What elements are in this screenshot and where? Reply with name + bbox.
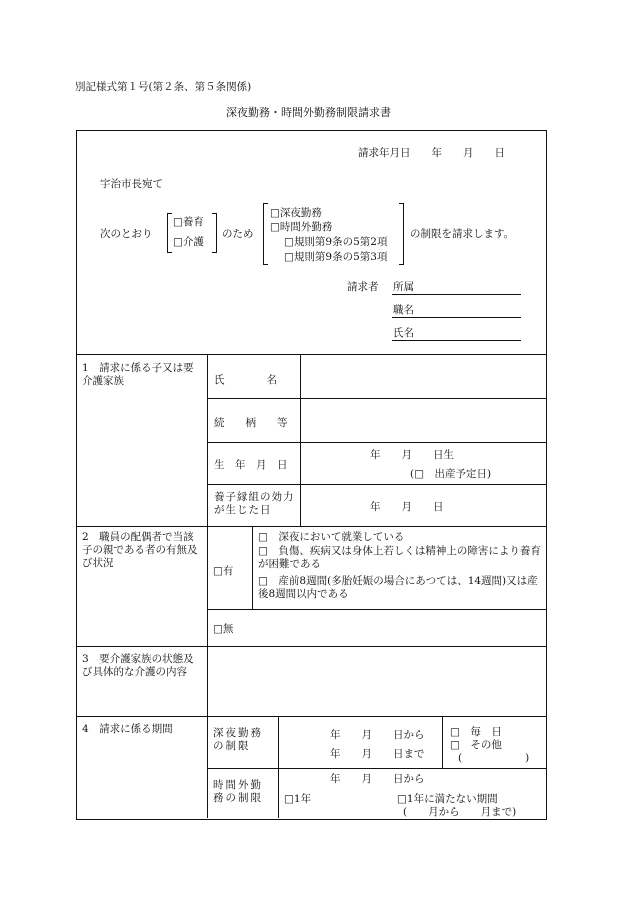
section1-row-line bbox=[207, 484, 546, 485]
intro-text: 次のとおり bbox=[100, 228, 153, 240]
limit-option-night[interactable]: □深夜勤務 bbox=[270, 207, 322, 219]
night-limit-label: 深夜勤務の制限 bbox=[213, 727, 263, 752]
birth-note[interactable]: (□ 出産予定日) bbox=[410, 468, 492, 480]
limit-bracket-right bbox=[399, 203, 404, 265]
spouse-condition-night[interactable]: □ 深夜において就業している bbox=[258, 531, 405, 543]
night-other-detail: ( ) bbox=[458, 752, 530, 764]
section1-row-line bbox=[207, 442, 546, 443]
row-birth-label: 生 年 月 日 bbox=[214, 459, 288, 471]
divider-section4 bbox=[77, 716, 546, 717]
divider-header bbox=[77, 354, 546, 355]
birth-value: 年 月 日生 bbox=[370, 449, 454, 461]
section3-label: 3 要介護家族の状態及び具体的な介護の内容 bbox=[82, 653, 194, 678]
for-text: のため bbox=[222, 228, 254, 240]
overtime-one-year[interactable]: □1年 bbox=[284, 793, 312, 805]
limit-option-rule-3[interactable]: □規則第9条の5第3項 bbox=[284, 251, 388, 263]
divider-section3 bbox=[77, 646, 546, 647]
spouse-condition-maternity[interactable]: □ 産前8週間(多胎妊娠の場合にあつては、14週間)又は産後8週間以内である bbox=[258, 575, 538, 600]
affiliation-label: 所属 bbox=[393, 281, 414, 293]
affiliation-line bbox=[392, 294, 521, 295]
section1-row-line bbox=[207, 398, 546, 399]
form-title: 深夜勤務・時間外勤務制限請求書 bbox=[226, 106, 391, 119]
section4-label-divider bbox=[278, 716, 279, 818]
night-from-date: 年 月 日から bbox=[330, 729, 425, 741]
limit-option-overtime[interactable]: □時間外勤務 bbox=[270, 221, 333, 233]
section2-row-line bbox=[207, 609, 546, 610]
limit-option-rule-2[interactable]: □規則第9条の5第2項 bbox=[284, 236, 388, 248]
addressee: 宇治市長宛て bbox=[100, 178, 163, 190]
overtime-less-than-year[interactable]: □1年に満たない期間 bbox=[397, 793, 498, 805]
form-label: 別記様式第１号(第２条、第５条関係) bbox=[75, 81, 252, 93]
row-relation-label: 続 柄 等 bbox=[214, 417, 288, 429]
name-line bbox=[392, 340, 521, 341]
adoption-value: 年 月 日 bbox=[370, 501, 444, 513]
position-label: 職名 bbox=[393, 304, 414, 316]
section4-label: 4 請求に係る期間 bbox=[82, 723, 173, 735]
row-name-label: 氏 名 bbox=[214, 374, 277, 386]
care-bracket-right bbox=[212, 213, 217, 253]
name-label: 氏名 bbox=[393, 327, 414, 339]
position-line bbox=[392, 317, 521, 318]
spouse-no-checkbox[interactable]: □無 bbox=[213, 623, 234, 635]
section1-label: 1 請求に係る子又は要介護家族 bbox=[82, 362, 194, 387]
overtime-from-date: 年 月 日から bbox=[330, 773, 425, 785]
care-option-nursing[interactable]: □介護 bbox=[173, 236, 204, 248]
section4-row-line bbox=[207, 768, 546, 769]
request-date: 請求年月日 年 月 日 bbox=[358, 147, 505, 159]
overtime-limit-label: 時間外勤務の制限 bbox=[213, 779, 263, 804]
row-adoption-label: 養子縁組の効力が生じた日 bbox=[214, 491, 295, 516]
spouse-yes-checkbox[interactable]: □有 bbox=[213, 565, 234, 577]
care-bracket-left bbox=[167, 213, 172, 253]
section1-value-divider bbox=[300, 354, 301, 526]
care-option-nurture[interactable]: □養育 bbox=[173, 216, 204, 228]
limit-bracket-left bbox=[263, 203, 268, 265]
night-option-daily[interactable]: □ 毎 日 bbox=[450, 726, 502, 738]
night-option-other[interactable]: □ その他 bbox=[450, 739, 502, 751]
section2-label: 2 職員の配偶者で当該子の親である者の有無及び状況 bbox=[82, 531, 198, 569]
request-text: の制限を請求します。 bbox=[410, 228, 515, 240]
requester-label: 請求者 bbox=[347, 281, 379, 293]
section2-yes-divider bbox=[252, 526, 253, 609]
night-to-date: 年 月 日まで bbox=[330, 748, 425, 760]
spouse-condition-illness[interactable]: □ 負傷、疾病又は身体上若しくは精神上の障害により養育が困難である bbox=[258, 545, 541, 570]
divider-section2 bbox=[77, 526, 546, 527]
left-column-divider bbox=[207, 354, 208, 818]
section4-options-divider bbox=[442, 716, 443, 768]
overtime-period: ( 月から 月まで) bbox=[403, 806, 517, 818]
